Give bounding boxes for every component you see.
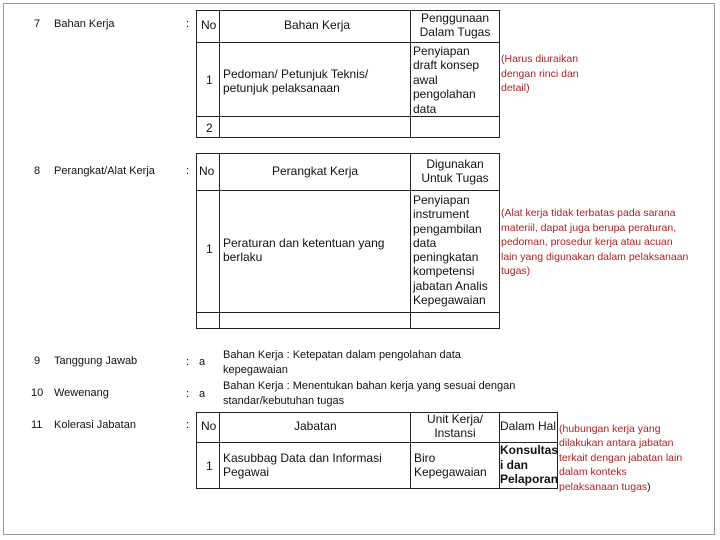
kolerasi-header-jabatan: Jabatan: [294, 419, 337, 433]
kolerasi-row-1-jabatan: Kasubbag Data dan Informasi Pegawai: [223, 451, 382, 479]
row-7-number: 7: [34, 18, 41, 30]
row-10-label: Wewenang: [54, 387, 109, 399]
kolerasi-note-close: ): [647, 480, 651, 493]
perangkat-kerja-header-item: Perangkat Kerja: [272, 164, 359, 178]
row-7-colon: :: [186, 18, 190, 30]
perangkat-kerja-row-1-item: Peraturan dan ketentuan yang berlaku: [223, 236, 385, 264]
bahan-kerja-row-1-item: Pedoman/ Petunjuk Teknis/ petunjuk pelaksanaan: [223, 67, 369, 95]
row-8-label: Perangkat/Alat Kerja: [54, 165, 155, 177]
bahan-kerja-note: (Harus diuraikan dengan rinci dan detail): [501, 53, 579, 95]
row-11-number: 11: [31, 419, 43, 431]
row-10-letter: a: [199, 388, 206, 400]
kolerasi-note: dilakukan antara jabatan terkait dengan jabatan lain dalam konteks pelaksanaan tugas): [559, 437, 683, 493]
perangkat-kerja-row-1-use: Penyiapan instrument pengambilan data peningkatan kompetensi jabatan Analis Kepegawaian: [413, 193, 488, 308]
kolerasi-row-1-dalam-hal: Konsultas i dan Pelaporan: [500, 443, 559, 486]
kolerasi-row-1-no: 1: [206, 459, 213, 473]
row-9-label: Tanggung Jawab: [54, 355, 138, 367]
bahan-kerja-header-use: Penggunaan Dalam Tugas: [419, 11, 491, 39]
bahan-kerja-header-no: No: [201, 18, 217, 32]
row-9-letter: a: [199, 356, 206, 368]
tanggung-jawab-text: Bahan Kerja : Ketepatan dalam pengolahan data kepegawaian: [223, 349, 461, 376]
row-11-label: Kolerasi Jabatan: [54, 419, 136, 431]
perangkat-kerja-header-no: No: [199, 164, 215, 178]
bahan-kerja-row-1-no: 1: [206, 73, 213, 87]
bahan-kerja-row-2-no: 2: [206, 121, 213, 135]
row-9-colon: :: [186, 356, 190, 368]
kolerasi-header-dalam-hal: Dalam Hal: [500, 419, 557, 433]
row-8-colon: :: [186, 165, 190, 177]
row-10-colon: :: [186, 388, 190, 400]
row-9-number: 9: [34, 355, 41, 367]
row-10-number: 10: [31, 387, 44, 399]
perangkat-kerja-row-1-no: 1: [206, 242, 213, 256]
row-11-colon: :: [186, 419, 190, 431]
row-7-label: Bahan Kerja: [54, 18, 115, 30]
bahan-kerja-row-1-use: Penyiapan draft konsep awal pengolahan data: [413, 44, 480, 116]
kolerasi-note-open: (hubungan kerja yang: [559, 423, 661, 435]
row-8-number: 8: [34, 165, 41, 177]
kolerasi-header-no: No: [201, 419, 217, 433]
perangkat-kerja-note: (Alat kerja tidak terbatas pada sarana materiil, dapat juga berupa peraturan, pedoman, prosedur kerja atau acuan lain yang digunakan dalam pelaksanaan tugas): [501, 207, 689, 278]
bahan-kerja-header-item: Bahan Kerja: [284, 18, 351, 32]
kolerasi-header-unit: Unit Kerja/ Instansi: [426, 412, 484, 440]
kolerasi-row-1-unit: Biro Kepegawaian: [414, 451, 487, 479]
perangkat-kerja-header-use: Digunakan Untuk Tugas: [421, 157, 489, 185]
wewenang-text: Bahan Kerja : Menentukan bahan kerja yang sesuai dengan standar/kebutuhan tugas: [223, 380, 516, 407]
